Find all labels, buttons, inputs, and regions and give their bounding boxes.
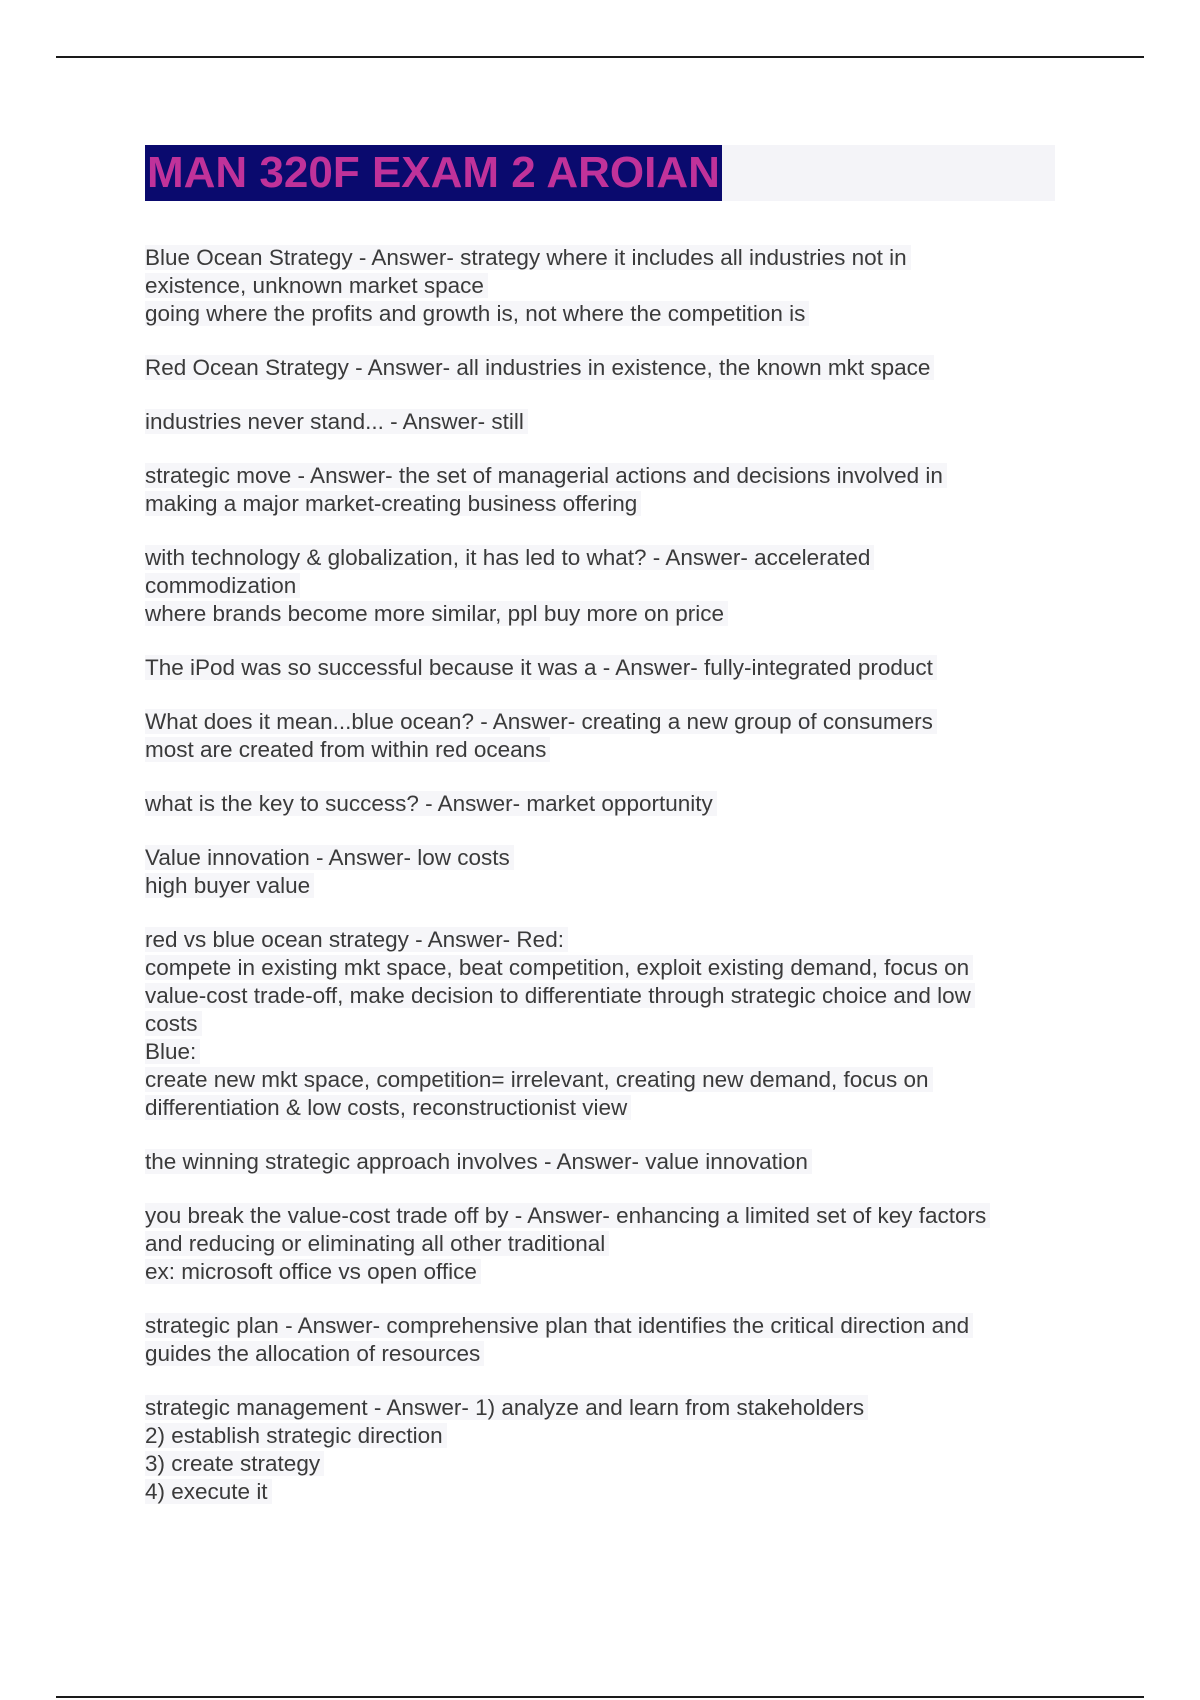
document-title: MAN 320F EXAM 2 AROIAN <box>145 145 722 201</box>
title-band <box>145 145 1055 201</box>
qa-entry-text: with technology & globalization, it has led to what? - Answer- accelerated <box>145 545 874 570</box>
qa-entry-text: what is the key to success? - Answer- market opportunity <box>145 791 717 816</box>
qa-entry-line <box>145 300 1065 328</box>
qa-entry-text: most are created from within red oceans <box>145 737 550 762</box>
qa-entry-line <box>145 1202 1065 1230</box>
qa-entry-line <box>145 1094 1065 1122</box>
qa-entry-line <box>145 1450 1065 1478</box>
qa-entry <box>145 708 1065 764</box>
qa-entry-line <box>145 462 1065 490</box>
qa-entry-line <box>145 600 1065 628</box>
qa-entry-line <box>145 736 1065 764</box>
qa-entry-line <box>145 790 1065 818</box>
qa-entry-text: strategic plan - Answer- comprehensive plan that identifies the critical direction and <box>145 1313 973 1338</box>
qa-entry-line <box>145 1066 1065 1094</box>
qa-entry-text: value-cost trade-off, make decision to differentiate through strategic choice and low <box>145 983 975 1008</box>
qa-entry-line <box>145 1148 1065 1176</box>
qa-entry-text: where brands become more similar, ppl buy more on price <box>145 601 728 626</box>
qa-entry-text: Blue: <box>145 1039 200 1064</box>
qa-entry <box>145 654 1065 682</box>
qa-entry-text: The iPod was so successful because it was a - Answer- fully-integrated product <box>145 655 937 680</box>
qa-entry-text: compete in existing mkt space, beat competition, exploit existing demand, focus on <box>145 955 973 980</box>
qa-entry-text: guides the allocation of resources <box>145 1341 484 1366</box>
qa-entry-line <box>145 654 1065 682</box>
qa-entry-line <box>145 408 1065 436</box>
qa-entry <box>145 926 1065 1122</box>
qa-entry-line <box>145 708 1065 736</box>
qa-entry-text: create new mkt space, competition= irrelevant, creating new demand, focus on <box>145 1067 933 1092</box>
page-top-rule <box>56 56 1144 58</box>
qa-entry-text: Blue Ocean Strategy - Answer- strategy where it includes all industries not in <box>145 245 911 270</box>
qa-entry-line <box>145 1312 1065 1340</box>
qa-entry-line <box>145 1038 1065 1066</box>
qa-entry-text: industries never stand... - Answer- still <box>145 409 528 434</box>
qa-entry <box>145 1202 1065 1286</box>
qa-entry-text: the winning strategic approach involves - Answer- value innovation <box>145 1149 812 1174</box>
qa-entry-line <box>145 544 1065 572</box>
qa-entry-text: differentiation & low costs, reconstructionist view <box>145 1095 631 1120</box>
qa-entry <box>145 354 1065 382</box>
qa-entry-text: you break the value-cost trade off by - Answer- enhancing a limited set of key factors <box>145 1203 990 1228</box>
qa-entry <box>145 408 1065 436</box>
page-bottom-rule <box>56 1696 1144 1698</box>
qa-entry-line <box>145 954 1065 982</box>
qa-entry-text: Red Ocean Strategy - Answer- all industries in existence, the known mkt space <box>145 355 934 380</box>
qa-entry <box>145 544 1065 628</box>
qa-entry-text: What does it mean...blue ocean? - Answer- creating a new group of consumers <box>145 709 937 734</box>
qa-entry-text: costs <box>145 1011 202 1036</box>
qa-entry-text: 2) establish strategic direction <box>145 1423 447 1448</box>
qa-entry <box>145 1394 1065 1506</box>
qa-entry-line <box>145 244 1065 272</box>
qa-entry-text: 3) create strategy <box>145 1451 324 1476</box>
qa-entry <box>145 1148 1065 1176</box>
qa-entry-line <box>145 1394 1065 1422</box>
qa-entry-text: strategic move - Answer- the set of managerial actions and decisions involved in <box>145 463 947 488</box>
qa-entry-text: Value innovation - Answer- low costs <box>145 845 514 870</box>
qa-entry-line <box>145 1258 1065 1286</box>
qa-entry-text: red vs blue ocean strategy - Answer- Red: <box>145 927 568 952</box>
qa-entry-text: and reducing or eliminating all other traditional <box>145 1231 609 1256</box>
qa-entry-line <box>145 1010 1065 1038</box>
qa-entry <box>145 1312 1065 1368</box>
qa-entry-text: existence, unknown market space <box>145 273 488 298</box>
qa-entry <box>145 790 1065 818</box>
qa-entry <box>145 244 1065 328</box>
qa-entry-line <box>145 1422 1065 1450</box>
qa-entry-line <box>145 572 1065 600</box>
qa-entry-line <box>145 354 1065 382</box>
qa-entry-line <box>145 872 1065 900</box>
qa-entry-text: going where the profits and growth is, not where the competition is <box>145 301 809 326</box>
qa-entry-text: making a major market-creating business offering <box>145 491 641 516</box>
qa-entry-line <box>145 1340 1065 1368</box>
qa-entry-text: 4) execute it <box>145 1479 272 1504</box>
qa-list <box>145 244 1065 1532</box>
qa-entry <box>145 844 1065 900</box>
qa-entry-text: commodization <box>145 573 300 598</box>
qa-entry-line <box>145 844 1065 872</box>
qa-entry-text: high buyer value <box>145 873 314 898</box>
qa-entry-text: ex: microsoft office vs open office <box>145 1259 481 1284</box>
qa-entry-line <box>145 926 1065 954</box>
qa-entry-text: strategic management - Answer- 1) analyze and learn from stakeholders <box>145 1395 868 1420</box>
qa-entry-line <box>145 1478 1065 1506</box>
qa-entry-line <box>145 272 1065 300</box>
qa-entry-line <box>145 982 1065 1010</box>
qa-entry <box>145 462 1065 518</box>
qa-entry-line <box>145 1230 1065 1258</box>
qa-entry-line <box>145 490 1065 518</box>
